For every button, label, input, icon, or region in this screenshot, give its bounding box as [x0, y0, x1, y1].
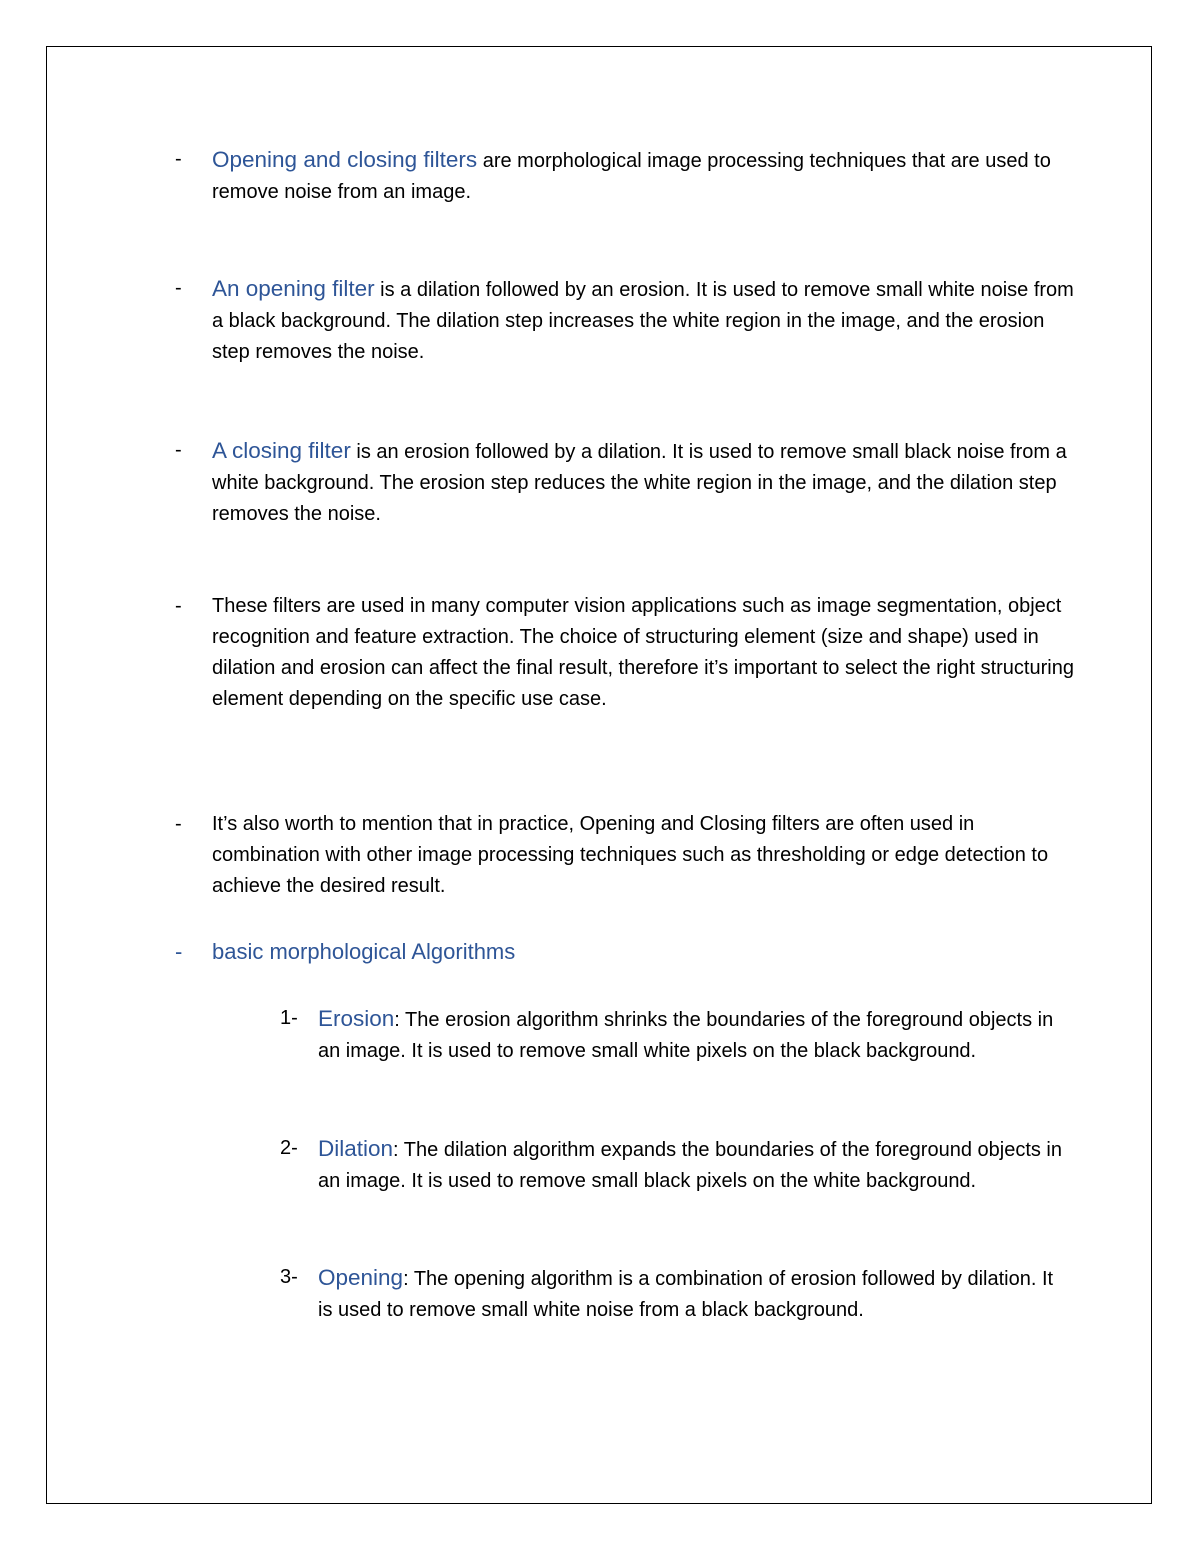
- bullet-marker: -: [175, 813, 182, 835]
- bullet-text: is an erosion followed by a dilation. It is used to remove small black noise from a white background. The erosion step reduces the white region in the image, and the dilation step removes the noise.: [212, 441, 1067, 525]
- bullet-text: is a dilation followed by an erosion. It is used to remove small white noise from a black background. The dilation step increases the white region in the image, and the erosion step removes the noise.: [212, 279, 1074, 363]
- bullet-opening-filter: [175, 273, 1075, 368]
- term-dilation: Dilation: [318, 1136, 394, 1161]
- bullet-text: These filters are used in many computer vision applications such as image segmentation, object recognition and feature extraction. The choice of structuring element (size and shape) used in dilation and erosion can affect the final result, therefore it’s important to select the right structuring element depending on the specific use case.: [212, 595, 1074, 710]
- term-opening-closing-filters: Opening and closing filters: [212, 147, 478, 172]
- bullet-marker: -: [175, 939, 183, 964]
- algorithm-text: : The dilation algorithm expands the boundaries of the foreground objects in an image. It is used to remove small black pixels on the white background.: [318, 1139, 1063, 1192]
- bullet-marker: -: [175, 595, 182, 617]
- bullet-marker: -: [175, 439, 182, 461]
- algorithm-erosion: [280, 1003, 1070, 1067]
- bullet-combination: [175, 809, 1075, 902]
- algorithm-opening: [280, 1262, 1070, 1326]
- section-heading-text: basic morphological Algorithms: [212, 939, 516, 964]
- section-heading: [175, 936, 1075, 967]
- list-number: 1-: [280, 1007, 298, 1029]
- bullet-applications: [175, 591, 1075, 715]
- bullet-marker: -: [175, 277, 182, 299]
- bullet-text: It’s also worth to mention that in practice, Opening and Closing filters are often used in combination with other image processing techniques such as thresholding or edge detection to achieve the desired result.: [212, 813, 1049, 897]
- algorithm-dilation: [280, 1133, 1070, 1197]
- bullet-opening-closing: [175, 144, 1075, 208]
- term-erosion: Erosion: [318, 1006, 395, 1031]
- term-opening: Opening: [318, 1265, 404, 1290]
- bullet-marker: -: [175, 148, 182, 170]
- algorithm-text: : The erosion algorithm shrinks the boundaries of the foreground objects in an image. It is used to remove small white pixels on the black background.: [318, 1009, 1054, 1062]
- bullet-text: are morphological image processing techniques that are used to remove noise from an image.: [212, 150, 1051, 203]
- term-closing-filter: A closing filter: [212, 438, 351, 463]
- list-number: 2-: [280, 1137, 298, 1159]
- list-number: 3-: [280, 1266, 298, 1288]
- term-opening-filter: An opening filter: [212, 276, 375, 301]
- bullet-closing-filter: [175, 435, 1075, 530]
- algorithm-text: : The opening algorithm is a combination of erosion followed by dilation. It is used to remove small white noise from a black background.: [318, 1268, 1054, 1321]
